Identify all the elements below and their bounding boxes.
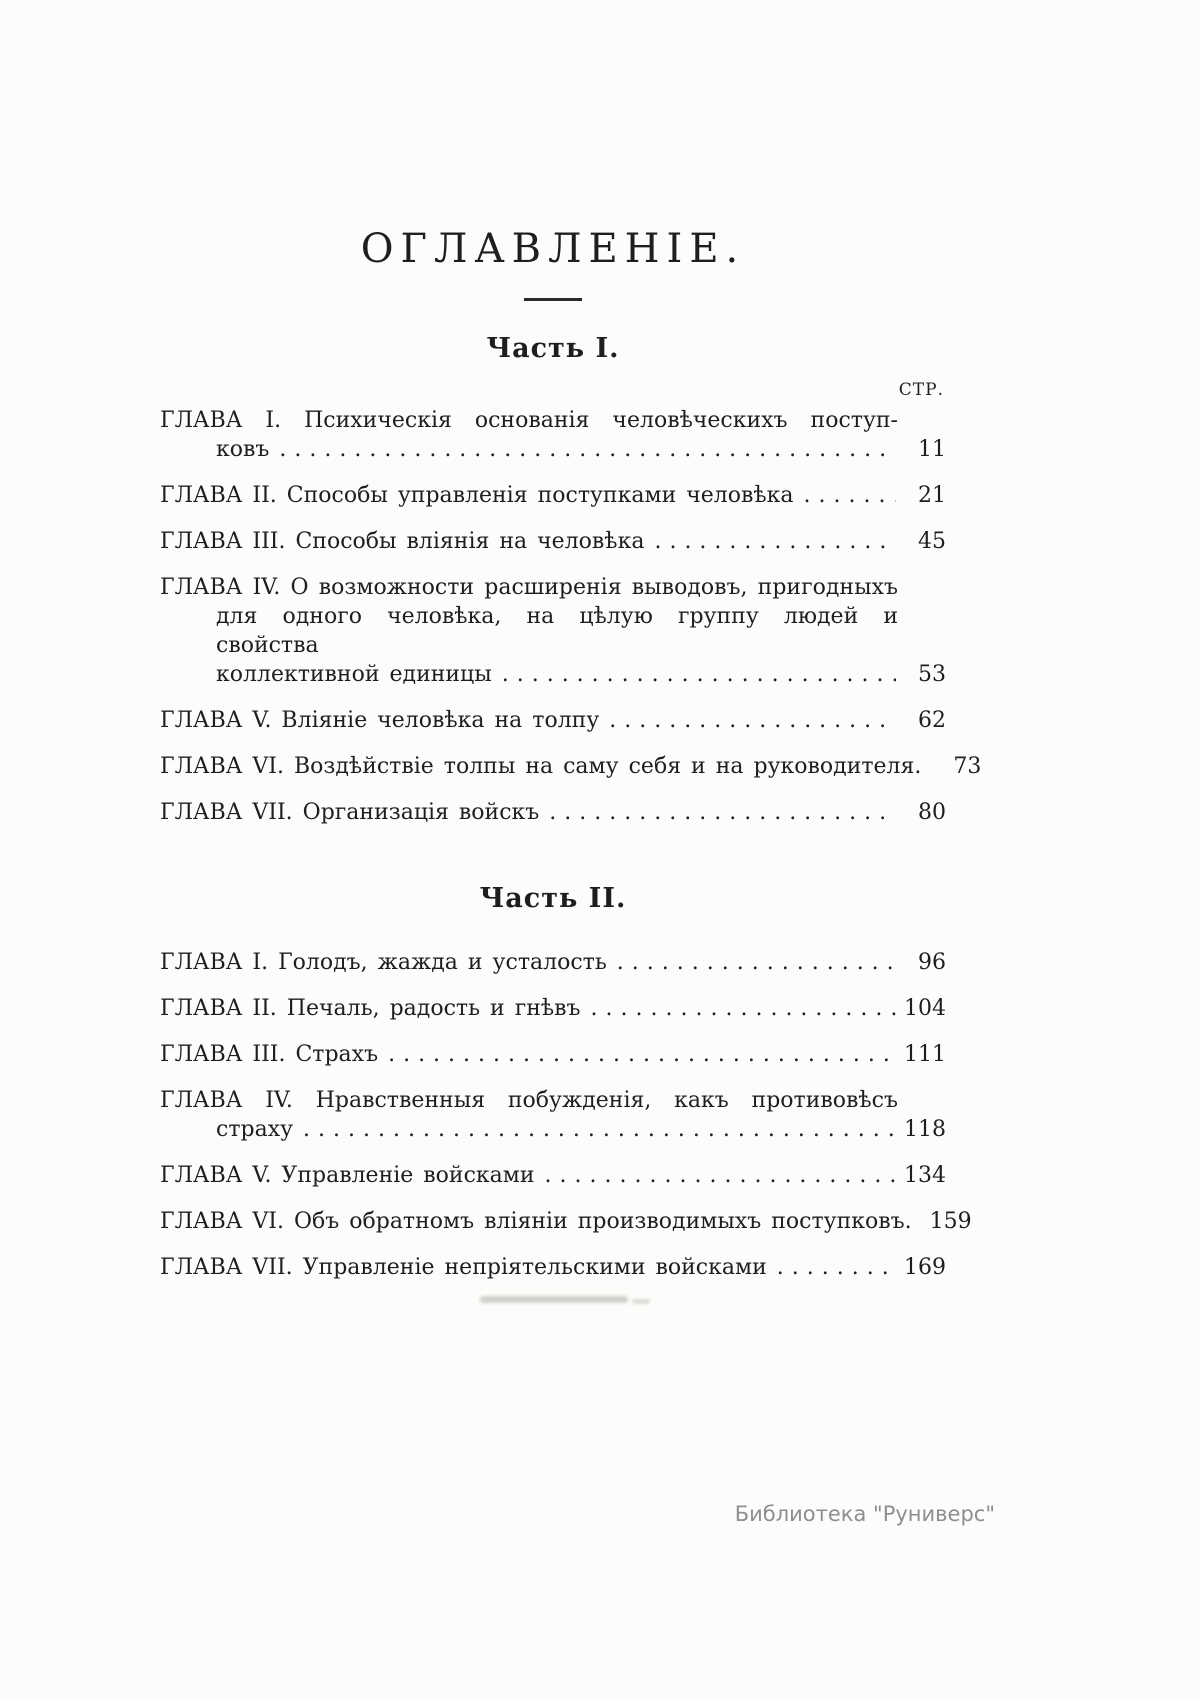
toc-entry xyxy=(160,573,946,689)
toc-entry xyxy=(160,1086,946,1144)
toc-entry-text: коллективной единицы xyxy=(216,662,492,687)
toc-entry-last-line xyxy=(160,660,946,689)
print-artifact xyxy=(632,1299,650,1304)
toc-part1 xyxy=(160,406,982,827)
toc-entry xyxy=(160,1253,946,1282)
toc-entry-last-line xyxy=(160,1161,946,1190)
page-number: 11 xyxy=(918,437,946,462)
page-number: 118 xyxy=(904,1117,946,1142)
toc-entry-last-line xyxy=(160,752,982,781)
toc-entry-text: ГЛАВА VI. Объ обратномъ вліяніи производимыхъ поступковъ. xyxy=(160,1209,912,1234)
dot-leader xyxy=(804,481,896,510)
toc-entry-text: ГЛАВА III. Способы вліянія на человѣка xyxy=(160,529,645,554)
toc-entry-text-line: ГЛАВА IV. О возможности расширенія выводовъ, пригодныхъ xyxy=(160,575,898,600)
toc-entry xyxy=(160,994,946,1023)
toc-content xyxy=(160,226,982,1299)
toc-entry-text: ковъ xyxy=(216,437,270,462)
toc-entry-last-line xyxy=(160,1115,946,1144)
toc-entry-last-line xyxy=(160,798,946,827)
toc-entry-last-line xyxy=(160,994,946,1023)
toc-entry-text: страху xyxy=(216,1117,294,1142)
page-number: 62 xyxy=(918,708,946,733)
toc-entry-text: ГЛАВА II. Печаль, радость и гнѣвъ xyxy=(160,996,581,1021)
dot-leader xyxy=(617,948,896,977)
toc-entry-last-line xyxy=(160,435,946,464)
toc-entry-last-line xyxy=(160,1207,972,1236)
toc-entry xyxy=(160,752,982,781)
toc-entry-last-line xyxy=(160,948,946,977)
toc-entry xyxy=(160,481,946,510)
toc-entry-text: ГЛАВА II. Способы управленія поступками человѣка xyxy=(160,483,794,508)
page-number: 73 xyxy=(953,754,982,779)
toc-entry-text-line: для одного человѣка, на цѣлую группу людей и свойства xyxy=(216,604,898,658)
toc-entry xyxy=(160,706,946,735)
toc-entry xyxy=(160,798,946,827)
page-number: 134 xyxy=(904,1163,946,1188)
toc-entry-text: ГЛАВА VI. Воздѣйствіе толпы на саму себя и на руководителя. xyxy=(160,754,922,779)
toc-entry-text: ГЛАВА V. Вліяніе человѣка на толпу xyxy=(160,708,600,733)
toc-entry-text-line: ГЛАВА IV. Нравственныя побужденія, какъ противовѣсъ xyxy=(160,1088,898,1113)
toc-entry-text: ГЛАВА V. Управленіе войсками xyxy=(160,1163,535,1188)
toc-entry xyxy=(160,1040,946,1069)
page-title: ОГЛАВЛЕНІЕ. xyxy=(360,226,746,272)
toc-entry-text: ГЛАВА VII. Организація войскъ xyxy=(160,800,540,825)
page-column-header: СТР. xyxy=(898,380,944,400)
toc-entry-last-line xyxy=(160,1040,946,1069)
dot-leader xyxy=(591,994,896,1023)
toc-entry xyxy=(160,948,946,977)
toc-entry-last-line xyxy=(160,527,946,556)
dot-leader xyxy=(609,706,896,735)
dot-leader xyxy=(545,1161,896,1190)
part2-heading: Часть II. xyxy=(479,883,627,914)
title-rule xyxy=(524,298,582,301)
toc-entry-text: ГЛАВА III. Страхъ xyxy=(160,1042,379,1067)
toc-entry-text: ГЛАВА I. Голодъ, жажда и усталость xyxy=(160,950,607,975)
toc-part2 xyxy=(160,948,972,1282)
page-number: 111 xyxy=(904,1042,946,1067)
dot-leader xyxy=(303,1115,896,1144)
toc-entry xyxy=(160,527,946,556)
dot-leader xyxy=(549,798,896,827)
toc-entry-last-line xyxy=(160,481,946,510)
page-number: 96 xyxy=(918,950,946,975)
part1-heading: Часть I. xyxy=(486,333,620,364)
toc-entry-last-line xyxy=(160,706,946,735)
page-number: 53 xyxy=(918,662,946,687)
dot-leader xyxy=(502,660,896,689)
dot-leader xyxy=(279,435,896,464)
page-number: 169 xyxy=(904,1255,946,1280)
toc-entry-text-line: ГЛАВА I. Психическія основанія человѣческихъ поступ- xyxy=(160,408,898,433)
toc-entry xyxy=(160,406,946,464)
print-artifact xyxy=(480,1296,628,1303)
toc-entry-text: ГЛАВА VII. Управленіе непріятельскими войсками xyxy=(160,1255,767,1280)
toc-entry-last-line xyxy=(160,1253,946,1282)
page-number: 45 xyxy=(918,529,946,554)
page-number: 21 xyxy=(918,483,946,508)
toc-entry xyxy=(160,1207,972,1236)
page-number: 80 xyxy=(918,800,946,825)
library-watermark: Библиотека "Руниверс" xyxy=(734,1502,995,1526)
toc-entry xyxy=(160,1161,946,1190)
page-number: 159 xyxy=(929,1209,972,1234)
dot-leader xyxy=(388,1040,896,1069)
page-number: 104 xyxy=(904,996,946,1021)
dot-leader xyxy=(654,527,896,556)
dot-leader xyxy=(777,1253,896,1282)
